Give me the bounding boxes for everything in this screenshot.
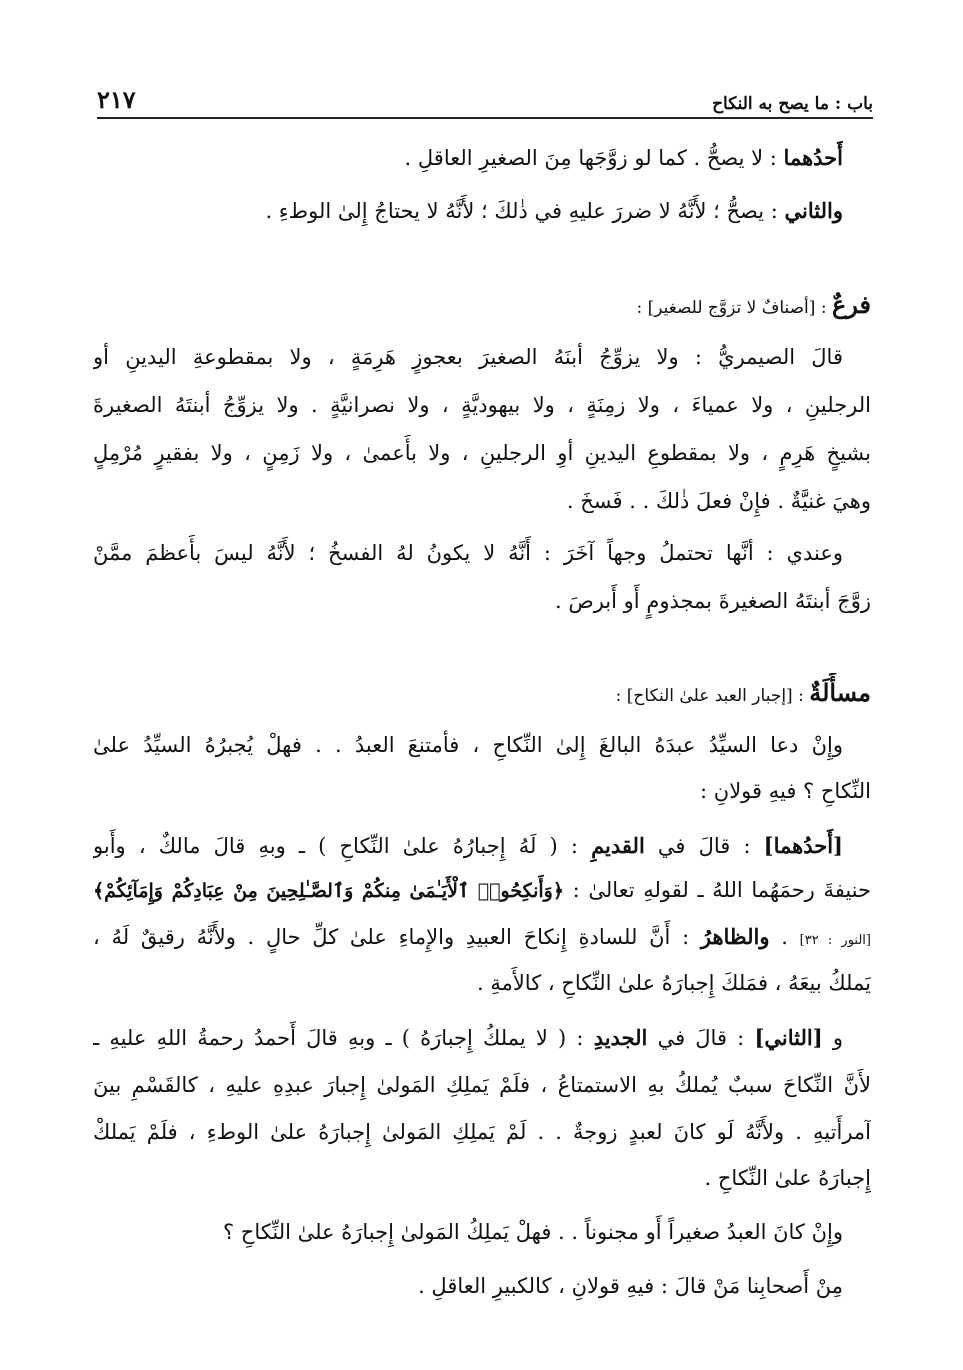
page-number: ٢١٧ <box>97 85 136 114</box>
bold-label: والظاهرُ <box>700 924 770 949</box>
chapter-title: باب : ما يصح به النكاح <box>712 94 873 114</box>
text-line: يَملكُ بيعَهُ ، فمَلكَ إِجبارَهُ علىٰ النِّكاحِ ، كالأَمةِ . <box>476 971 871 995</box>
line-text: حنيفةَ رحمَهُما اللهُ ـ لقولهِ تعالىٰ : <box>563 878 871 902</box>
text-line <box>93 1018 843 1058</box>
text-line: وهيَ غنيَّةٌ . فإِنْ فعلَ ذٰلكَ . . فَسخَ . <box>566 489 871 513</box>
text-line <box>93 826 843 866</box>
term-label: والثاني <box>784 198 843 223</box>
text-line: آمرأَتيهِ . ولأَنَّهُ لَو كانَ لعبدٍ زوجةٌ . . لَمْ يَملِكِ المَولىٰ إِجبارَهُ علىٰ الوطءِ ، فلَمْ يَملكْ <box>93 1120 871 1144</box>
text-line: لأَنَّ النِّكاحَ سببٌ يُملكُ بهِ الاستمتاعُ ، فلَمْ يَملِكِ المَولىٰ إِجبارَ عبدِهِ عليهِ ، كالقَسْمِ بينَ <box>93 1073 871 1097</box>
text-line <box>93 138 843 178</box>
text-line <box>93 870 871 911</box>
heading-text: : [أصنافٌ لا تزوَّج للصغير] : <box>636 298 832 318</box>
line-text: : قالَ في <box>647 1026 755 1050</box>
line-text: : ( لا يملكُ إِجبارَهُ ) ـ وبهِ قالَ أَحمدُ رحمةُ اللهِ عليهِ ـ <box>93 1026 594 1050</box>
bold-label: الجديدِ <box>593 1025 648 1050</box>
line-text: : ( لَهُ إِجبارُهُ علىٰ النِّكاحِ ) ـ وبهِ قالَ مالكٌ ، وأَبو <box>93 834 592 858</box>
term-label: أَحدُهما <box>783 145 843 170</box>
text-line <box>93 191 843 231</box>
line-text: . <box>769 925 800 949</box>
text-line: الرجلينِ ، ولا عمياءَ ، ولا زمِنَةٍ ، ولا بيهوديَّةٍ ، ولا نصرانيَّةٍ . ولا يزوِّجُ أبنتَهُ الصغيرةَ <box>93 393 871 417</box>
text-line: إِجبارَهُ علىٰ النِّكاحِ . <box>704 1166 871 1190</box>
text-line: قالَ الصيمريُّ : ولا يزوِّجُ أبنَهُ الصغيرَ بعجوزٍ هَرِمَةٍ ، ولا بمقطوعةِ اليدينِ أو <box>93 345 843 369</box>
text-line: زوَّجَ أبنتَهُ الصغيرةَ بمجذومٍ أَو أَبرصَ . <box>554 589 871 613</box>
line-text: : قالَ في <box>644 834 764 858</box>
heading-label: فرعٌ <box>831 290 871 319</box>
section-heading <box>93 285 871 328</box>
bold-label: القديمِ <box>591 833 645 858</box>
bold-label: [أَحدُهما] <box>763 833 843 858</box>
line-text: : يصحُّ ؛ لأَنَّهُ لا ضررَ عليهِ في ذٰلكَ ؛ لأَنَّهُ لا يحتاجُ إِلىٰ الوطءِ . <box>265 199 785 223</box>
text-line: وإِنْ كانَ العبدُ صغيراً أَو مجنوناً . . فهلْ يَملِكُ المَولىٰ إِجبارَهُ علىٰ النِّكاحِ ؟ <box>222 1220 843 1244</box>
line-text: : لا يصحُّ . كما لو زوَّجَها مِنَ الصغيرِ العاقلِ . <box>404 146 784 170</box>
text-line: بشيخٍ هَرِمٍ ، ولا بمقطوعِ اليدينِ أوِ الرجلينِ ، ولا بأَعمىٰ ، ولا زَمِنٍ ، ولا بفقيرٍ مُرْمِلٍ <box>93 441 871 465</box>
heading-text: : [إجبار العبد علىٰ النكاح] : <box>615 686 810 706</box>
text-line: النِّكاحِ ؟ فيهِ قولانِ : <box>700 779 871 803</box>
bold-label: [الثاني] <box>754 1025 823 1050</box>
line-text: و <box>822 1026 843 1050</box>
heading-label: مسأَلَةٌ <box>809 678 871 707</box>
text-line: مِنْ أَصحابِنا مَنْ قالَ : فيهِ قولانِ ، كالكبيرِ العاقلِ . <box>418 1274 843 1298</box>
section-heading <box>93 673 871 716</box>
text-line: وعندي : أنَّها تحتملُ وجهاً آخَرَ : أَنَّهُ لا يكونُ لهُ الفسخُ ؛ لأَنَّهُ ليسَ بأَعظمَ ممَّنْ <box>93 541 843 565</box>
verse-reference: [النور : ٣٢] <box>799 933 871 948</box>
quran-verse: ﴿وَأَنكِحُوا۟ ٱلْأَيَـٰمَىٰ مِنكُمْ وَٱلصَّـٰلِحِينَ مِنْ عِبَادِكُمْ وَإِمَآئِكُمْ﴾ <box>93 880 564 902</box>
text-line <box>93 917 871 961</box>
text-line: وإِنْ دعا السيِّدُ عبدَهُ البالغَ إِلىٰ النِّكاحِ ، فأمتنعَ العبدُ . . فهلْ يُجبرُهُ السيِّدُ علىٰ <box>93 733 843 757</box>
running-header <box>97 80 873 119</box>
line-text: : أَنَّ للسادةِ إِنكاحَ العبيدِ والإِماءِ علىٰ كلِّ حالٍ . ولأَنَّهُ رقيقٌ لَهُ ، <box>93 925 701 949</box>
